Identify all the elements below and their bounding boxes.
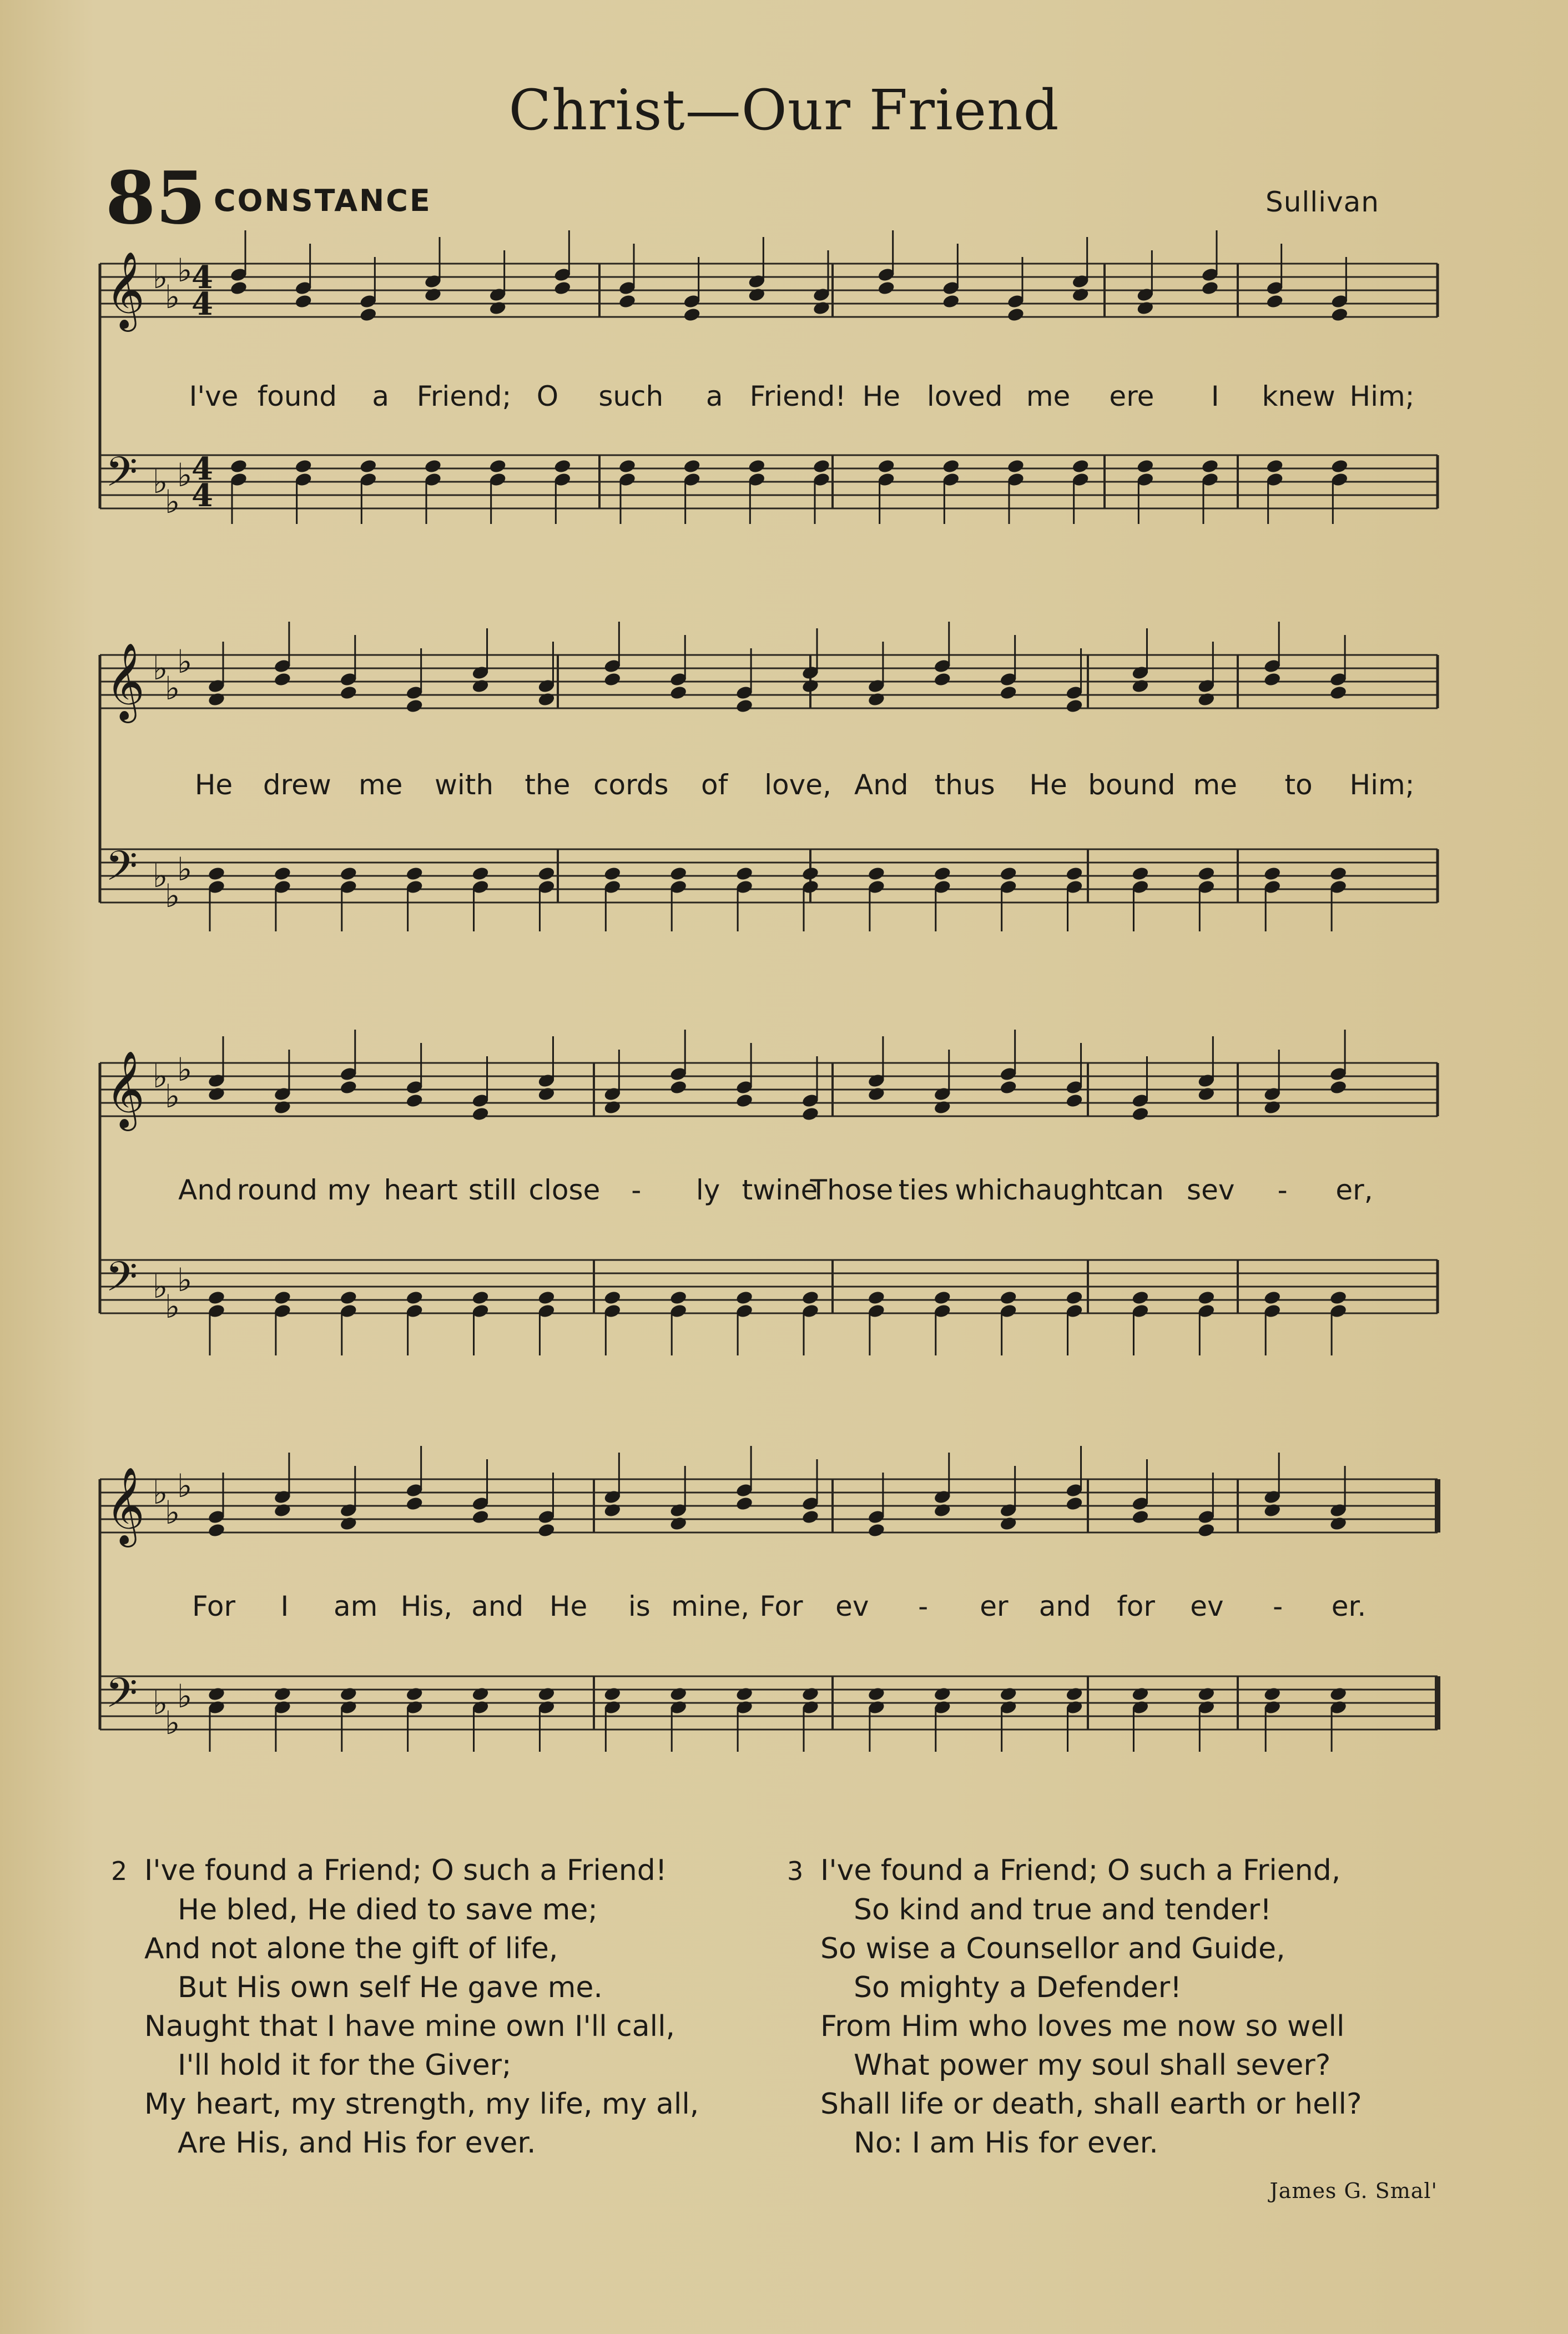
note-head [999,866,1017,881]
note-head [933,1686,951,1702]
lyric-syllable: Those [810,1174,894,1206]
lyric-syllable: and [471,1590,524,1622]
note-head [1329,866,1348,881]
verse-number: 2 [111,1856,128,1886]
verse-line: I'll hold it for the Giver; [178,2049,512,2082]
note-head [1197,1086,1216,1102]
note-head [1266,294,1284,309]
lyric-syllable: round [236,1174,317,1206]
lyric-syllable: me [358,769,403,801]
note-head [618,458,636,474]
note-head [537,866,556,881]
note-head [1197,1686,1216,1702]
note-head [405,866,423,881]
note-head [553,280,572,296]
note-head [537,1290,556,1305]
note-head [618,294,636,309]
verse-2 [111,1851,699,2162]
flat-icon: ♭ [165,1704,180,1742]
lyric-syllable: my [327,1174,371,1206]
treble-clef-icon: 𝄞 [105,1467,145,1544]
lyric-syllable: found [257,380,337,412]
note-head [405,1686,423,1702]
note-head [801,1509,819,1525]
note-head [735,1290,754,1305]
note-head [1197,692,1216,707]
note-head [207,866,225,881]
verse-line: So kind and true and tender! [854,1893,1272,1927]
note-head [1131,678,1149,694]
note-head [999,685,1017,700]
lyric-syllable: He [862,380,901,412]
note-head [471,678,490,694]
flat-icon: ♭ [177,850,193,888]
note-head [669,1516,688,1531]
lyric-syllable: Friend! [749,380,846,412]
lyricist: James G. Smal' [1269,2179,1438,2203]
note-head [1136,300,1154,316]
note-head [273,1290,291,1305]
note-head [273,672,291,687]
note-head [339,685,357,700]
note-head [1266,458,1284,474]
lyric-syllable: He [194,769,233,801]
note-head [1201,280,1219,296]
note-head [669,866,688,881]
lyric-syllable: I've [189,380,239,412]
lyric-syllable: am [333,1590,378,1622]
note-head [405,1496,423,1511]
flat-icon: ♭ [177,251,193,289]
note-head [1197,866,1216,881]
flat-icon: ♭ [153,1474,168,1511]
note-head [735,698,754,714]
note-head [933,866,951,881]
note-head [339,1080,357,1095]
note-head [999,1516,1017,1531]
lyric-syllable: sev [1187,1174,1235,1206]
verse-3 [787,1851,1362,2162]
note-head [339,1290,357,1305]
flat-icon: ♭ [153,258,168,296]
flat-icon: ♭ [165,1494,180,1531]
hymn-title: Christ—Our Friend [508,78,1060,143]
time-signature: 4 [191,451,213,487]
lyric-syllable: And [854,769,909,801]
lyric-syllable: His, [400,1590,453,1622]
note-head [603,1290,622,1305]
note-head [1065,1093,1083,1108]
note-head [537,1523,556,1538]
note-head [207,692,225,707]
note-head [1131,1509,1149,1525]
note-head [1197,1523,1216,1538]
verse-line: 3 I've found a Friend; O such a Friend, [787,1851,1362,1891]
note-head [359,458,377,474]
note-head [488,300,507,316]
lyric-syllable: and [1038,1590,1091,1622]
verse-line: No: I am His for ever. [854,2126,1158,2160]
note-head [339,1686,357,1702]
lyric-syllable: For [191,1590,236,1622]
hymn-number: 85 [105,155,206,240]
note-head [748,287,766,303]
note-head [867,866,885,881]
note-head [423,287,442,303]
note-head [207,1523,225,1538]
note-head [669,1080,688,1095]
note-head [339,1516,357,1531]
lyric-syllable: I [280,1590,289,1622]
note-head [1131,866,1149,881]
note-head [294,458,312,474]
note-head [1201,458,1219,474]
note-head [207,1290,225,1305]
lyric-syllable: is [628,1590,651,1622]
lyric-syllable: - [918,1590,929,1622]
note-head [537,692,556,707]
lyric-syllable: with [435,769,494,801]
flat-icon: ♭ [153,1057,168,1095]
note-head [405,1290,423,1305]
verse-line: So wise a Counsellor and Guide, [820,1932,1285,1965]
lyric-syllable: er [980,1590,1009,1622]
note-head [1071,287,1090,303]
lyric-syllable: ties [898,1174,949,1206]
lyric-syllable: can [1113,1174,1164,1206]
note-head [867,1523,885,1538]
lyric-syllable: ere [1109,380,1154,412]
lyric-syllable: And [178,1174,233,1206]
note-head [669,685,688,700]
note-head [603,672,622,687]
lyric-syllable: drew [263,769,331,801]
note-head [683,458,701,474]
lyric-syllable: love, [764,769,831,801]
lyric-syllable: - [631,1174,642,1206]
note-head [1065,1686,1083,1702]
note-head [735,866,754,881]
note-head [603,1686,622,1702]
note-head [1330,307,1349,322]
note-head [207,1086,225,1102]
verse-line: And not alone the gift of life, [144,1932,558,1965]
lyric-syllable: I [1211,380,1219,412]
note-head [867,1086,885,1102]
lyric-syllable: er, [1335,1174,1373,1206]
note-head [471,1686,490,1702]
verse-line: He bled, He died to save me; [178,1893,598,1927]
note-head [294,294,312,309]
note-head [933,1503,951,1518]
verse-line: 2 I've found a Friend; O such a Friend! [111,1851,699,1891]
note-head [801,678,819,694]
verse-line: My heart, my strength, my life, my all, [144,2088,699,2121]
tune-name: CONSTANCE [214,183,432,218]
note-head [1263,1100,1282,1115]
note-head [537,1686,556,1702]
lyric-syllable: me [1193,769,1238,801]
flat-icon: ♭ [153,1268,168,1305]
note-head [735,1686,754,1702]
note-head [603,1503,622,1518]
lyric-syllable: heart [384,1174,458,1206]
note-head [999,1080,1017,1095]
note-head [683,307,701,322]
note-head [1329,1290,1348,1305]
lyric-syllable: ly [695,1174,720,1206]
note-head [933,1290,951,1305]
note-head [471,1509,490,1525]
lyric-syllable: He [1029,769,1067,801]
lyric-syllable: er. [1331,1590,1367,1622]
note-head [471,1106,490,1122]
lyric-syllable: still [468,1174,517,1206]
lyric-syllable: such [598,380,664,412]
treble-clef-icon: 𝄞 [105,1051,145,1128]
bass-clef-icon: 𝄢 [105,842,138,900]
note-head [359,307,377,322]
note-head [1065,1290,1083,1305]
flat-icon: ♭ [153,649,168,687]
note-head [801,1290,819,1305]
note-head [735,1093,754,1108]
lyric-syllable: for [1117,1590,1155,1622]
note-head [1006,458,1025,474]
verse-line: So mighty a Defender! [854,1971,1182,2004]
flat-icon: ♭ [165,877,180,915]
note-head [1065,1496,1083,1511]
note-head [471,866,490,881]
note-head [405,698,423,714]
note-head [273,866,291,881]
lyric-syllable: which [955,1174,1036,1206]
note-head [471,1290,490,1305]
note-head [1006,307,1025,322]
lyric-syllable: ev [1190,1590,1224,1622]
lyric-syllable: to [1284,769,1313,801]
lyric-syllable: He [549,1590,588,1622]
note-head [1197,1290,1216,1305]
verse-line: But His own self He gave me. [178,1971,603,2004]
note-head [405,1093,423,1108]
note-head [1131,1106,1149,1122]
flat-icon: ♭ [165,278,180,316]
lyric-syllable: Friend; [416,380,512,412]
flat-icon: ♭ [165,669,180,707]
note-head [1263,866,1282,881]
note-head [801,866,819,881]
note-head [1065,698,1083,714]
lyric-syllable: ev [835,1590,869,1622]
time-signature: 4 [191,286,213,322]
note-head [423,458,442,474]
bass-clef-icon: 𝄢 [105,1253,138,1311]
verse-line: Are His, and His for ever. [178,2126,536,2160]
note-head [933,672,951,687]
note-head [1329,1080,1348,1095]
verse-line: Shall life or death, shall earth or hell? [820,2088,1362,2121]
lyric-syllable: O [536,380,559,412]
verse-line: Naught that I have mine own I'll call, [144,2010,675,2043]
note-head [537,1086,556,1102]
lyric-syllable: a [372,380,390,412]
lyric-syllable: knew [1262,380,1335,412]
note-head [207,1686,225,1702]
note-head [942,458,960,474]
lyric-syllable: - [1273,1590,1283,1622]
note-head [867,1686,885,1702]
note-head [229,458,248,474]
note-head [603,1100,622,1115]
note-head [748,458,766,474]
note-head [999,1290,1017,1305]
note-head [877,280,895,296]
flat-icon: ♭ [165,1288,180,1325]
note-head [1071,458,1090,474]
lyric-syllable: a [705,380,723,412]
lyric-syllable: close [528,1174,601,1206]
lyric-syllable: me [1026,380,1071,412]
flat-icon: ♭ [165,483,180,521]
note-head [1263,1290,1282,1305]
bass-clef-icon: 𝄢 [105,448,138,506]
flat-icon: ♭ [177,1261,193,1299]
flat-icon: ♭ [153,463,168,501]
flat-icon: ♭ [177,643,193,680]
lyric-syllable: twine [742,1174,818,1206]
flat-icon: ♭ [177,456,193,494]
bass-clef-icon: 𝄢 [105,1669,138,1727]
note-head [273,1100,291,1115]
time-signature: 4 [191,259,213,296]
lyric-syllable: Him; [1349,769,1415,801]
flat-icon: ♭ [177,1051,193,1088]
lyric-syllable: of [701,769,728,801]
flat-icon: ♭ [165,1077,180,1115]
note-head [229,280,248,296]
note-head [1330,458,1349,474]
note-head [553,458,572,474]
treble-clef-icon: 𝄞 [105,251,145,329]
note-head [942,294,960,309]
lyric-syllable: the [525,769,571,801]
treble-clef-icon: 𝄞 [105,643,145,720]
note-head [877,458,895,474]
verse-number: 3 [787,1856,804,1886]
lyric-syllable: For [759,1590,803,1622]
note-head [273,1503,291,1518]
note-head [603,866,622,881]
note-head [1131,1290,1149,1305]
note-head [1329,685,1348,700]
lyric-syllable: Him; [1349,380,1415,412]
flat-icon: ♭ [177,1677,193,1715]
note-head [1263,672,1282,687]
note-head [669,1290,688,1305]
note-head [933,1100,951,1115]
time-signature: 4 [191,477,213,514]
note-head [1065,866,1083,881]
note-head [1263,1503,1282,1518]
note-head [339,866,357,881]
note-head [1329,1686,1348,1702]
note-head [867,692,885,707]
lyric-syllable: mine, [671,1590,750,1622]
verse-line: What power my soul shall sever? [854,2049,1331,2082]
lyric-syllable: bound [1088,769,1176,801]
note-head [812,458,830,474]
note-head [669,1686,688,1702]
lyric-syllable: thus [934,769,995,801]
lyric-syllable: cords [593,769,669,801]
note-head [273,1686,291,1702]
lyric-syllable: loved [926,380,1003,412]
note-head [867,1290,885,1305]
note-head [488,458,507,474]
note-head [812,300,830,316]
lyric-syllable: naught [1017,1174,1117,1206]
flat-icon: ♭ [177,1467,193,1505]
flat-icon: ♭ [153,1684,168,1722]
note-head [1329,1516,1348,1531]
note-head [801,1106,819,1122]
note-head [999,1686,1017,1702]
flat-icon: ♭ [153,857,168,895]
note-head [1131,1686,1149,1702]
note-head [1136,458,1154,474]
note-head [735,1496,754,1511]
lyric-syllable: - [1277,1174,1288,1206]
note-head [801,1686,819,1702]
verse-line: From Him who loves me now so well [820,2010,1345,2043]
note-head [1263,1686,1282,1702]
composer: Sullivan [1265,186,1379,218]
